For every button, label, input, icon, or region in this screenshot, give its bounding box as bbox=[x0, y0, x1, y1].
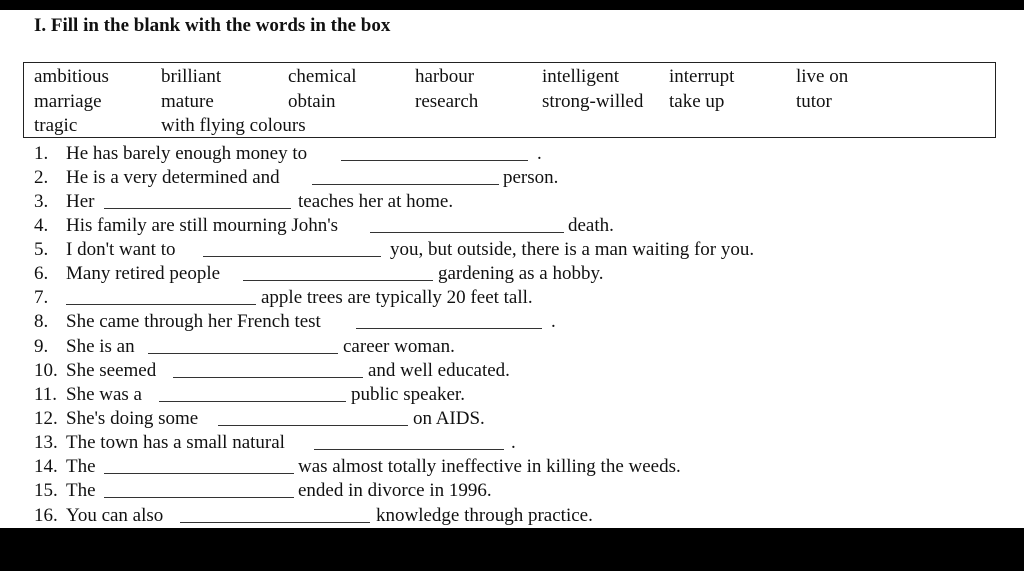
question-item bbox=[34, 311, 994, 335]
question-number: 4. bbox=[34, 215, 49, 236]
question-number: 5. bbox=[34, 239, 49, 260]
question-item bbox=[34, 384, 994, 408]
question-number: 7. bbox=[34, 287, 49, 308]
question-number: 13. bbox=[34, 432, 58, 453]
answer-blank[interactable] bbox=[370, 232, 564, 233]
question-text: She seemed bbox=[66, 360, 157, 381]
answer-blank[interactable] bbox=[356, 328, 542, 329]
answer-blank[interactable] bbox=[104, 497, 294, 498]
word-item: marriage bbox=[34, 91, 102, 112]
answer-blank[interactable] bbox=[104, 473, 294, 474]
question-number: 3. bbox=[34, 191, 49, 212]
word-item: chemical bbox=[288, 66, 357, 87]
question-item bbox=[34, 505, 994, 528]
answer-blank[interactable] bbox=[173, 377, 363, 378]
question-ending: knowledge through practice. bbox=[376, 505, 593, 526]
question-item bbox=[34, 456, 994, 480]
question-text: The bbox=[66, 456, 96, 477]
question-ending: gardening as a hobby. bbox=[438, 263, 604, 284]
word-item: strong-willed bbox=[542, 91, 644, 112]
question-ending: . bbox=[537, 143, 542, 164]
word-item: tragic bbox=[34, 115, 78, 136]
word-item: with flying colours bbox=[161, 115, 306, 136]
word-item: intelligent bbox=[542, 66, 620, 87]
question-number: 10. bbox=[34, 360, 58, 381]
answer-blank[interactable] bbox=[312, 184, 499, 185]
question-number: 14. bbox=[34, 456, 58, 477]
question-text: Her bbox=[66, 191, 95, 212]
question-number: 9. bbox=[34, 336, 49, 357]
question-ending: death. bbox=[568, 215, 614, 236]
exercise-title: I. Fill in the blank with the words in the box bbox=[34, 15, 391, 36]
answer-blank[interactable] bbox=[314, 449, 504, 450]
answer-blank[interactable] bbox=[66, 304, 256, 305]
word-item: live on bbox=[796, 66, 849, 87]
question-ending: person. bbox=[503, 167, 559, 188]
word-box bbox=[23, 62, 996, 138]
question-text: She was a bbox=[66, 384, 142, 405]
question-text: I don't want to bbox=[66, 239, 176, 260]
question-text: She came through her French test bbox=[66, 311, 321, 332]
question-item bbox=[34, 239, 994, 263]
question-ending: ended in divorce in 1996. bbox=[298, 480, 492, 501]
question-number: 6. bbox=[34, 263, 49, 284]
question-item bbox=[34, 480, 994, 504]
question-ending: apple trees are typically 20 feet tall. bbox=[261, 287, 533, 308]
answer-blank[interactable] bbox=[180, 522, 370, 523]
word-item: ambitious bbox=[34, 66, 109, 87]
word-item: interrupt bbox=[669, 66, 735, 87]
question-item bbox=[34, 336, 994, 360]
question-ending: you, but outside, there is a man waiting for you. bbox=[390, 239, 755, 260]
worksheet-page bbox=[0, 10, 1024, 528]
question-item bbox=[34, 191, 994, 215]
answer-blank[interactable] bbox=[148, 353, 338, 354]
question-number: 11. bbox=[34, 384, 58, 405]
word-item: tutor bbox=[796, 91, 832, 112]
question-ending: career woman. bbox=[343, 336, 455, 357]
question-item bbox=[34, 215, 994, 239]
question-ending: teaches her at home. bbox=[298, 191, 454, 212]
question-item bbox=[34, 167, 994, 191]
question-ending: . bbox=[511, 432, 516, 453]
question-item bbox=[34, 263, 994, 287]
question-text: The bbox=[66, 480, 96, 501]
question-text: He is a very determined and bbox=[66, 167, 280, 188]
question-item bbox=[34, 143, 994, 167]
question-number: 16. bbox=[34, 505, 58, 526]
question-number: 12. bbox=[34, 408, 58, 429]
answer-blank[interactable] bbox=[159, 401, 346, 402]
question-ending: and well educated. bbox=[368, 360, 510, 381]
answer-blank[interactable] bbox=[104, 208, 291, 209]
word-item: research bbox=[415, 91, 479, 112]
word-item: brilliant bbox=[161, 66, 222, 87]
answer-blank[interactable] bbox=[243, 280, 433, 281]
question-number: 15. bbox=[34, 480, 58, 501]
word-item: take up bbox=[669, 91, 725, 112]
question-number: 1. bbox=[34, 143, 49, 164]
word-item: obtain bbox=[288, 91, 336, 112]
question-ending: . bbox=[551, 311, 556, 332]
answer-blank[interactable] bbox=[341, 160, 528, 161]
question-item bbox=[34, 360, 994, 384]
question-ending: on AIDS. bbox=[413, 408, 485, 429]
question-text: Many retired people bbox=[66, 263, 221, 284]
question-text: He has barely enough money to bbox=[66, 143, 308, 164]
question-number: 8. bbox=[34, 311, 49, 332]
question-text: She is an bbox=[66, 336, 135, 357]
word-item: harbour bbox=[415, 66, 475, 87]
question-text: The town has a small natural bbox=[66, 432, 285, 453]
question-ending: was almost totally ineffective in killing the weeds. bbox=[298, 456, 681, 477]
answer-blank[interactable] bbox=[203, 256, 381, 257]
answer-blank[interactable] bbox=[218, 425, 408, 426]
question-ending: public speaker. bbox=[351, 384, 465, 405]
question-text: His family are still mourning John's bbox=[66, 215, 339, 236]
question-item bbox=[34, 408, 994, 432]
question-item bbox=[34, 432, 994, 456]
question-text: You can also bbox=[66, 505, 164, 526]
question-item bbox=[34, 287, 994, 311]
question-number: 2. bbox=[34, 167, 49, 188]
word-item: mature bbox=[161, 91, 214, 112]
question-text: She's doing some bbox=[66, 408, 199, 429]
